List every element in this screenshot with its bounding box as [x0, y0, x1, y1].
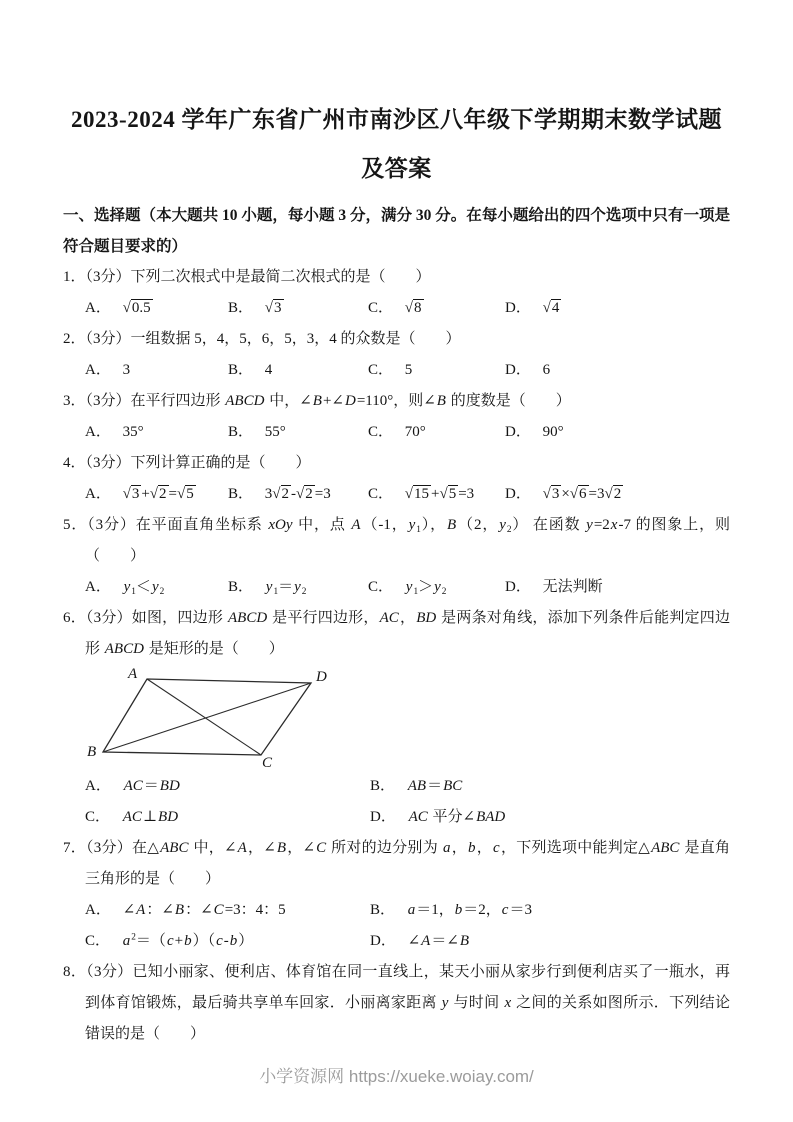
answer-option — [85, 355, 228, 386]
vertex-label-b: B — [87, 744, 97, 760]
option-text: √ 0.5 — [123, 299, 153, 316]
option-label: A． — [85, 300, 111, 316]
option-label: B． — [228, 362, 254, 378]
answer-option — [505, 355, 730, 386]
option-label: C． — [368, 579, 394, 595]
answer-option — [85, 895, 370, 926]
answer-option — [85, 802, 370, 833]
option-text: $y_1>y_2$ — [405, 579, 447, 597]
question-list — [63, 262, 730, 1050]
option-grid — [63, 417, 730, 448]
option-label: A． — [85, 486, 111, 502]
answer-option — [368, 479, 505, 510]
answer-option — [505, 479, 730, 510]
option-text: √ 3 + √ 2 = √ 5 — [123, 485, 196, 502]
footer — [0, 1062, 793, 1087]
option-label: C． — [368, 300, 394, 316]
option-text: $y_1=y_2$ — [265, 579, 307, 597]
option-text: a＝1，b＝2，c＝3 — [407, 902, 532, 918]
option-label: C． — [85, 809, 111, 825]
answer-option — [228, 572, 368, 603]
question-stem: 7．（3分）在△ABC 中，∠A，∠B，∠C 所对的边分别为 a，b，c，下列选项中能判定△ABC 是直角三角形的是（ ） — [63, 840, 730, 887]
option-text: √ 8 — [405, 299, 424, 316]
answer-option — [85, 293, 228, 324]
answer-option — [505, 417, 730, 448]
option-label: B． — [228, 579, 254, 595]
option-text: AC 平分∠BAD — [408, 809, 506, 825]
answer-option — [370, 802, 730, 833]
question-stem: 5．（3分）在平面直角坐标系 xOy 中，点 A（-1，$y_1$），B（2，$y_2$） 在函数 y=2x-7 的图象上，则（ ） — [63, 517, 730, 564]
vertex-label-a: A — [128, 666, 138, 682]
question-stem: 6．（3分）如图，四边形 ABCD 是平行四边形，AC，BD 是两条对角线，添加下列条件后能判定四边形 ABCD 是矩形的是（ ） — [63, 610, 730, 657]
option-text: √ 15 + √ 5 =3 — [405, 485, 474, 502]
answer-option — [85, 417, 228, 448]
option-label: A． — [85, 778, 111, 794]
option-label: B． — [370, 902, 396, 918]
answer-option — [228, 479, 368, 510]
option-label: D． — [370, 809, 396, 825]
option-text: √ 4 — [543, 299, 562, 316]
parallelogram-figure — [85, 667, 335, 771]
answer-option — [85, 479, 228, 510]
option-text: $y_1<y_2$ — [123, 579, 165, 597]
option-label: C． — [368, 486, 394, 502]
option-label: A． — [85, 902, 111, 918]
option-text: AC＝BD — [123, 778, 180, 794]
option-text: 90° — [542, 424, 564, 440]
answer-option — [505, 572, 730, 603]
answer-option — [370, 771, 730, 802]
option-label: B． — [228, 424, 254, 440]
question-7 — [63, 833, 730, 957]
question-1 — [63, 262, 730, 324]
option-label: A． — [85, 579, 111, 595]
option-grid — [63, 479, 730, 510]
option-text: 3 — [122, 362, 131, 378]
option-grid — [63, 771, 730, 833]
option-text: √ 3 × √ 6 =3 √ 2 — [543, 485, 624, 502]
option-text: ∠A＝∠B — [407, 933, 470, 949]
option-grid — [63, 355, 730, 386]
answer-option — [85, 926, 370, 957]
option-label: D． — [505, 424, 531, 440]
answer-option — [505, 293, 730, 324]
question-stem: 3．（3分）在平行四边形 ABCD 中，∠B+∠D=110°，则∠B 的度数是（ ） — [63, 393, 571, 409]
option-label: A． — [85, 362, 111, 378]
answer-option — [85, 572, 228, 603]
option-label: D． — [370, 933, 396, 949]
vertex-label-c: C — [262, 755, 273, 771]
section-heading: 一、选择题（本大题共 10 小题，每小题 3 分，满分 30 分。在每小题给出的四个选项中只有一项是符合题目要求的） — [63, 207, 730, 255]
option-label: D． — [505, 579, 531, 595]
option-label: C． — [368, 362, 394, 378]
option-label: B． — [228, 300, 254, 316]
question-stem: 1．（3分）下列二次根式中是最简二次根式的是（ ） — [63, 269, 431, 285]
option-text: 5 — [404, 362, 413, 378]
option-label: B． — [370, 778, 396, 794]
question-4 — [63, 448, 730, 510]
answer-option — [368, 417, 505, 448]
footer-site-text: 小学资源网 https://xueke.woiay.com/ — [259, 1067, 534, 1086]
question-2 — [63, 324, 730, 386]
option-label: D． — [505, 300, 531, 316]
option-text: 3 √ 2 - √ 2 =3 — [265, 485, 331, 502]
question-stem: 8．（3分）已知小丽家、便利店、体育馆在同一直线上，某天小丽从家步行到便利店买了一瓶水，再到体育馆锻炼，最后骑共享单车回家．小丽离家距离 y 与时间 x 之间的关系如图所示．下列结论错误的是（ ） — [63, 964, 730, 1042]
option-text: 4 — [264, 362, 273, 378]
option-text: 70° — [404, 424, 426, 440]
option-label: D． — [505, 362, 531, 378]
question-5 — [63, 510, 730, 603]
question-3 — [63, 386, 730, 448]
option-text: 6 — [542, 362, 551, 378]
option-label: D． — [505, 486, 531, 502]
option-text: AC⊥BD — [122, 809, 179, 825]
answer-option — [370, 895, 730, 926]
question-stem: 4．（3分）下列计算正确的是（ ） — [63, 455, 311, 471]
answer-option — [228, 355, 368, 386]
option-grid — [63, 895, 730, 957]
page-title: 2023-2024 学年广东省广州市南沙区八年级下学期期末数学试题及答案 — [71, 107, 722, 181]
answer-option — [368, 572, 505, 603]
answer-option — [368, 355, 505, 386]
option-grid — [63, 572, 730, 603]
option-text: AB＝BC — [407, 778, 463, 794]
option-label: A． — [85, 424, 111, 440]
option-label: B． — [228, 486, 254, 502]
vertex-label-d: D — [316, 669, 327, 685]
parallelogram-svg — [85, 667, 335, 771]
option-text: √ 3 — [265, 299, 284, 316]
answer-option — [228, 417, 368, 448]
question-6 — [63, 603, 730, 833]
answer-option — [370, 926, 730, 957]
option-grid — [63, 293, 730, 324]
option-text: $a^2=(c+b)(c-b)$ — [122, 932, 254, 949]
option-text: ∠A：∠B：∠C=3：4：5 — [122, 902, 286, 918]
option-text: 35° — [122, 424, 144, 440]
option-label: C． — [85, 933, 111, 949]
option-text: 无法判断 — [542, 579, 603, 595]
answer-option — [85, 771, 370, 802]
question-8 — [63, 957, 730, 1050]
option-label: C． — [368, 424, 394, 440]
question-stem: 2．（3分）一组数据 5，4，5，6，5，3，4 的众数是（ ） — [63, 331, 461, 347]
answer-option — [368, 293, 505, 324]
option-text: 55° — [264, 424, 286, 440]
answer-option — [228, 293, 368, 324]
